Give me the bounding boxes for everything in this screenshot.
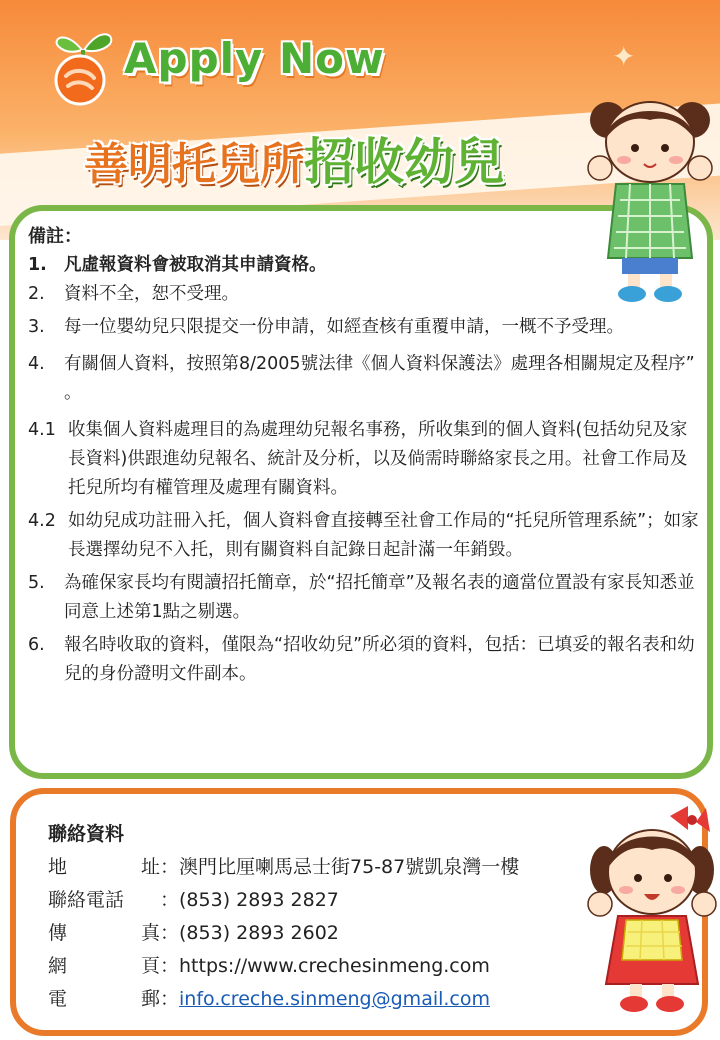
phone-value: (853) 2893 2827 — [179, 889, 339, 911]
note-text: 收集個人資料處理目的為處理幼兒報名事務，所收集到的個人資料(包括幼兒及家長資料)供跟進幼兒報名、統計及分析，以及倘需時聯絡家長之用。社會工作局及托兒所均有權管理及處理有關資料。 — [68, 420, 688, 498]
note-item — [28, 313, 703, 342]
sparkle-icon: ✦ — [612, 40, 636, 73]
address-label: 地 址 — [48, 856, 160, 878]
note-item — [28, 350, 703, 408]
girl-illustration-icon — [584, 800, 720, 1020]
note-number: 1. — [28, 255, 47, 275]
email-row: 電 郵 ： info.creche.sinmeng@gmail.com — [48, 983, 519, 1016]
note-number: 4.1 — [28, 420, 56, 440]
contact-info — [48, 818, 519, 1016]
fax-value: (853) 2893 2602 — [179, 922, 339, 944]
fax-label: 傳 真 — [48, 922, 160, 944]
address-row: 地 址 ： 澳門比厘喇馬忌士街75-87號凱泉灣一樓 — [48, 851, 519, 884]
note-number: 4. — [28, 354, 45, 374]
logo-icon — [44, 16, 118, 106]
note-number: 4.2 — [28, 511, 56, 531]
note-text: 資料不全，恕不受理。 — [64, 284, 239, 304]
note-number: 2. — [28, 284, 45, 304]
note-text: 報名時收取的資料，僅限為“招收幼兒”所必須的資料，包括：已填妥的報名表和幼兒的身份證明文件副本。 — [64, 635, 695, 684]
note-text: 為確保家長均有閱讀招托簡章，於“招托簡章”及報名表的適當位置設有家長知悉並同意上述第1點之剔選。 — [64, 573, 695, 622]
title-nursery-name: 善明托兒所 — [84, 139, 304, 190]
note-text: 有關個人資料，按照第8/2005號法律《個人資料保護法》處理各相關規定及程序” 。 — [64, 354, 695, 403]
note-text: 每一位嬰幼兒只限提交一份申請，如經查核有重覆申請，一概不予受理。 — [64, 317, 624, 337]
note-text: 凡虛報資料會被取消其申請資格。 — [64, 255, 327, 275]
note-item — [28, 569, 703, 627]
contact-title: 聯絡資料 — [48, 823, 125, 845]
title-enrolment: 招收幼兒 — [304, 133, 504, 191]
fax-row: 傳 真 ： (853) 2893 2602 — [48, 917, 519, 950]
note-item — [28, 507, 703, 565]
notes-title: 備註： — [28, 226, 82, 247]
girl-illustration-icon — [580, 80, 720, 310]
note-text: 如幼兒成功註冊入托，個人資料會直接轉至社會工作局的“托兒所管理系統”；如家長選擇幼兒不入托，則有關資料自記錄日起計滿一年銷毀。 — [68, 511, 699, 560]
note-item — [28, 416, 703, 503]
phone-label: 聯絡電話 — [48, 889, 125, 911]
note-number: 5. — [28, 573, 45, 593]
note-number: 3. — [28, 317, 45, 337]
email-label: 電 郵 — [48, 988, 160, 1010]
email-link[interactable]: info.creche.sinmeng@gmail.com — [179, 988, 491, 1010]
website-value[interactable]: https://www.crechesinmeng.com — [179, 955, 490, 977]
page-title — [84, 122, 504, 194]
note-number: 6. — [28, 635, 45, 655]
website-label: 網 頁 — [48, 955, 160, 977]
address-value: 澳門比厘喇馬忌士街75-87號凱泉灣一樓 — [179, 856, 520, 878]
note-item — [28, 631, 703, 689]
phone-row: 聯絡電話 ： (853) 2893 2827 — [48, 884, 519, 917]
website-row: 網 頁 ： https://www.crechesinmeng.com — [48, 950, 519, 983]
apply-now-heading: Apply Now — [124, 34, 385, 83]
